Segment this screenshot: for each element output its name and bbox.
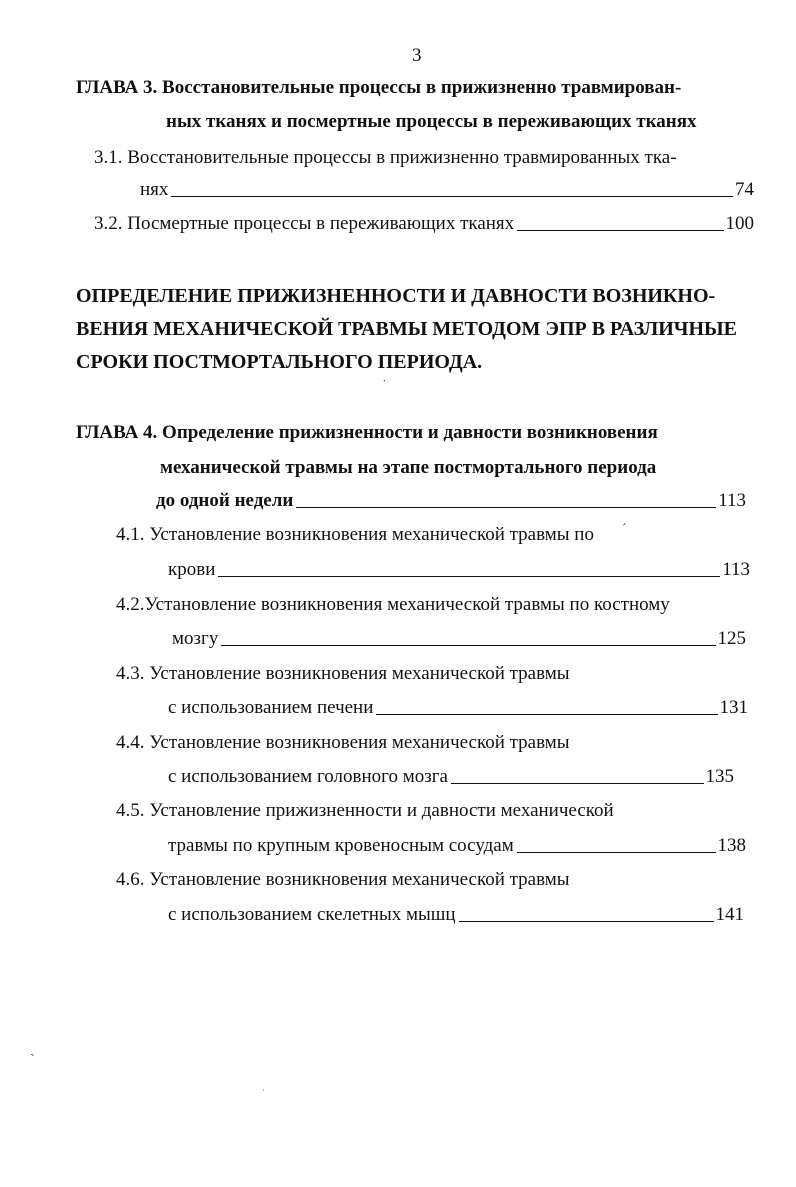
toc-item-3-2-page: 100 [725,213,754,234]
toc-item-3-2-text: 3.2. Посмертные процессы в переживающих тканях [94,213,515,234]
toc-item-4-3-line2 [168,696,748,720]
toc-item-4-3-text: с использованием печени [168,697,374,718]
chapter4-title-line2: механической травмы на этапе постмортального периода [160,457,657,478]
toc-item-3-1-line2 [140,178,754,202]
chapter4-title-line1: ГЛАВА 4. Определение прижизненности и давности возникновения [76,422,658,443]
toc-item-4-5-text: травмы по крупным кровеносным сосудам [168,835,514,856]
leader-line [221,644,715,646]
toc-item-4-4-line1: 4.4. Установление возникновения механической травмы [116,732,570,753]
page-number: 3 [412,45,422,66]
leader-line [517,851,716,853]
chapter4-title-line3 [156,489,746,513]
toc-item-4-6-page: 141 [715,904,744,925]
part-heading-line2: ВЕНИЯ МЕХАНИЧЕСКОЙ ТРАВМЫ МЕТОДОМ ЭПР В РАЗЛИЧНЫЕ [76,318,738,340]
chapter4-title-line3-text: до одной недели [156,490,294,511]
part-heading-line1: ОПРЕДЕЛЕНИЕ ПРИЖИЗНЕННОСТИ И ДАВНОСТИ ВОЗНИКНО- [76,285,716,307]
toc-item-4-6-text: с использованием скелетных мышц [168,904,456,925]
toc-item-4-3-page: 131 [719,697,748,718]
toc-item-4-4-text: с использованием головного мозга [168,766,448,787]
toc-item-3-1-page: 74 [735,179,754,200]
toc-item-4-2-line1: 4.2.Установление возникновения механической травмы по костному [116,594,670,615]
toc-item-4-5-page: 138 [717,835,746,856]
leader-line [451,782,704,784]
toc-item-3-1-line1: 3.1. Восстановительные процессы в прижизненно травмированных тка- [94,147,677,168]
scan-mark: ˏ [30,1042,35,1057]
toc-item-4-4-page: 135 [705,766,734,787]
toc-item-4-6-line2 [168,903,744,927]
chapter3-title-line2: ных тканях и посмертные процессы в переживающих тканях [166,111,697,132]
toc-item-4-2-line2 [172,627,746,651]
chapter4-title-page: 113 [718,490,746,511]
leader-line [376,713,717,715]
toc-item-4-5-line1: 4.5. Установление прижизненности и давности механической [116,800,614,821]
part-heading-line3: СРОКИ ПОСТМОРТАЛЬНОГО ПЕРИОДА. [76,351,483,373]
toc-item-4-2-page: 125 [717,628,746,649]
scan-mark: ˊ [622,522,627,537]
scan-mark: · [262,1086,265,1095]
toc-item-4-1-line2 [168,558,750,582]
chapter3-title-line1: ГЛАВА 3. Восстановительные процессы в прижизненно травмирован- [76,77,682,98]
leader-line [296,506,716,508]
toc-item-4-6-line1: 4.6. Установление возникновения механической травмы [116,869,570,890]
leader-line [459,920,714,922]
toc-item-4-1-line1: 4.1. Установление возникновения механической травмы по [116,524,594,545]
toc-item-4-1-text: крови [168,559,216,580]
toc-item-3-2 [94,212,754,236]
toc-item-4-5-line2 [168,834,746,858]
toc-item-4-3-line1: 4.3. Установление возникновения механической травмы [116,663,570,684]
leader-line [517,229,723,231]
toc-item-3-1-text: нях [140,179,169,200]
scan-mark: ˙ [382,378,387,393]
toc-item-4-4-line2 [168,765,734,789]
toc-item-4-1-page: 113 [722,559,750,580]
toc-item-4-2-text: мозгу [172,628,219,649]
leader-line [218,575,720,577]
leader-line [171,195,733,197]
